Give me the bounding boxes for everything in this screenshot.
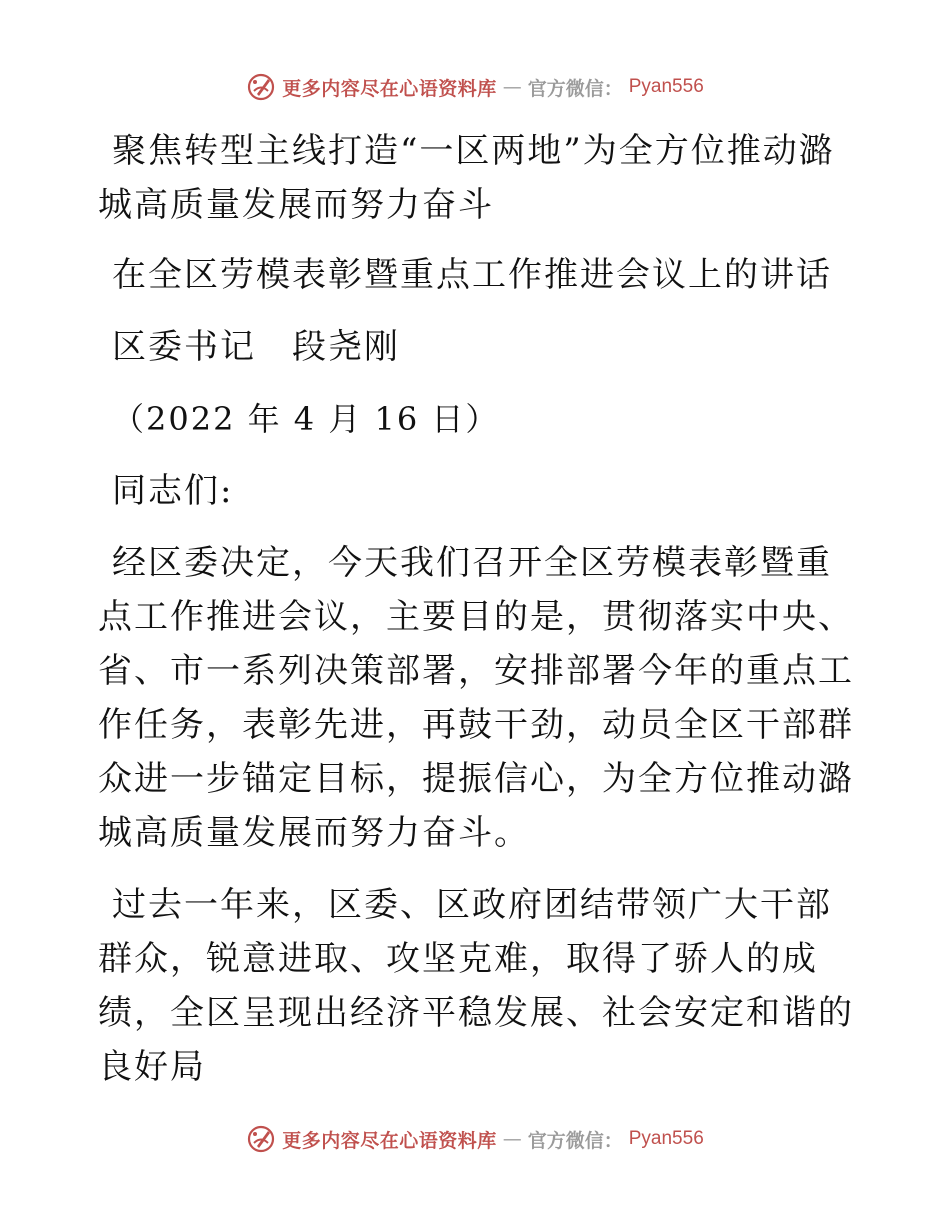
document-subtitle: 在全区劳模表彰暨重点工作推进会议上的讲话 bbox=[112, 255, 832, 295]
date-line: （2022 年 4 月 16 日） bbox=[112, 400, 500, 438]
watermark-wechat-id: Pyan556 bbox=[628, 76, 704, 97]
watermark-dash: — bbox=[502, 76, 522, 98]
header-watermark bbox=[0, 72, 950, 102]
salutation: 同志们: bbox=[112, 471, 234, 511]
watermark-red-text: 更多内容尽在心语资料库 bbox=[282, 77, 497, 100]
paragraph-2: 过去一年来，区委、区政府团结带领广大干部群众，锐意进取、攻坚克难，取得了骄人的成绩，全区呈现出经济平稳发展、社会安定和谐的良好局 bbox=[98, 885, 854, 1087]
book-pen-logo-icon bbox=[246, 72, 276, 102]
footer-watermark bbox=[0, 1124, 950, 1154]
paragraph-1: 经区委决定，今天我们召开全区劳模表彰暨重点工作推进会议，主要目的是，贯彻落实中央、省、市一系列决策部署，安排部署今年的重点工作任务，表彰先进，再鼓干劲，动员全区干部群众进一步锚定目标，提振信心，为全方位推动潞城高质量发展而努力奋斗。 bbox=[98, 543, 854, 853]
watermark-red-text: 更多内容尽在心语资料库 bbox=[282, 1129, 497, 1152]
document-body bbox=[98, 124, 858, 1094]
speaker-line: 区委书记 段尧刚 bbox=[112, 327, 400, 367]
document-title: 聚焦转型主线打造“一区两地”为全方位推动潞城高质量发展而努力奋斗 bbox=[98, 131, 835, 225]
watermark-dash: — bbox=[502, 1128, 522, 1150]
watermark-gray-text: 官方微信： bbox=[527, 77, 623, 100]
watermark-wechat-id: Pyan556 bbox=[628, 1128, 704, 1149]
book-pen-logo-icon bbox=[246, 1124, 276, 1154]
watermark-gray-text: 官方微信： bbox=[527, 1129, 623, 1152]
